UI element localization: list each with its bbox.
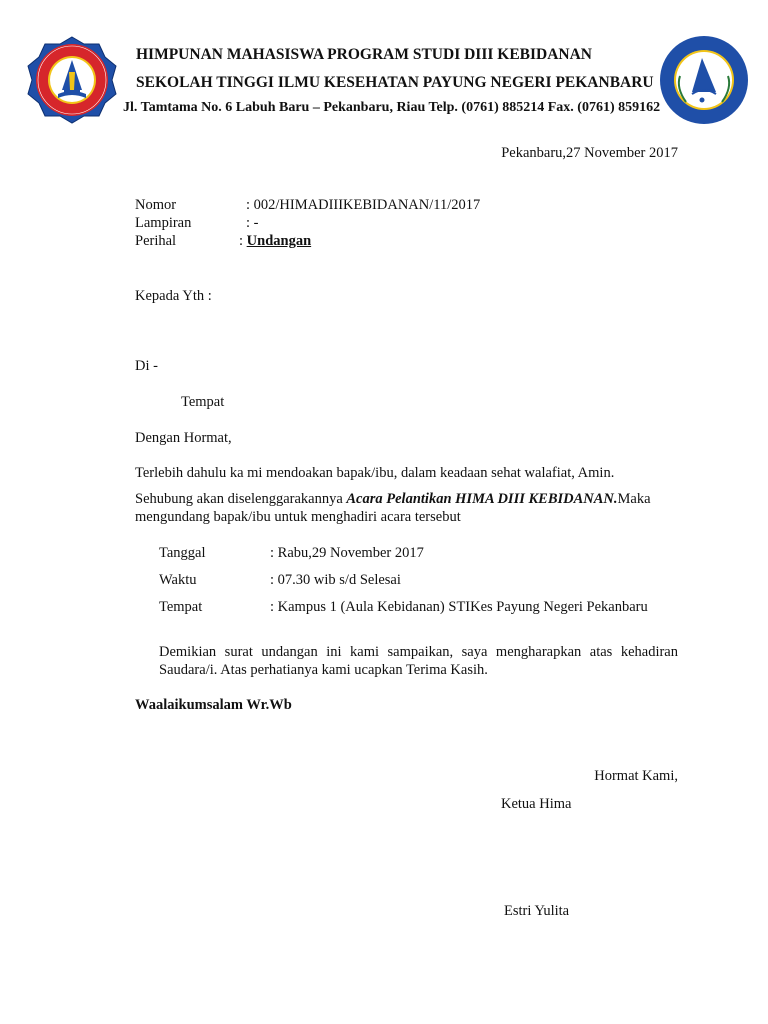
recipient-di: Di - [135, 358, 158, 374]
meta-subject-label: Perihal [135, 233, 177, 249]
detail-date-value: : Rabu,29 November 2017 [270, 545, 424, 561]
place-date: Pekanbaru,27 November 2017 [501, 145, 678, 161]
meta-attachment-value: : - [246, 215, 259, 231]
meta-subject-value: Undangan [246, 233, 312, 249]
detail-place-value: : Kampus 1 (Aula Kebidanan) STIKes Payung Negeri Pekanbaru [270, 599, 648, 615]
detail-place-label: Tempat [159, 599, 203, 615]
detail-date-label: Tanggal [159, 545, 206, 561]
meta-attachment-label: Lampiran [135, 215, 192, 231]
salam: Waalaikumsalam Wr.Wb [135, 697, 292, 713]
paragraph-event-post: Maka [617, 491, 651, 507]
meta-number-value: : 002/HIMADIIIKEBIDANAN/11/2017 [246, 197, 481, 213]
recipient-line: Kepada Yth : [135, 288, 212, 304]
closing-paragraph: Demikian surat undangan ini kami sampaikan, saya mengharapkan atas kehadiran Saudara/i. Atas perhatianya kami ucapkan Terima Kasih. [159, 644, 678, 678]
header-org-name: HIMPUNAN MAHASISWA PROGRAM STUDI DIII KEBIDANAN [136, 46, 592, 63]
paragraph-event-pre: Sehubung akan diselenggarakannya [135, 491, 347, 507]
recipient-tempat: Tempat [181, 394, 225, 410]
paragraph-event-line1 [135, 491, 651, 508]
stikes-logo [22, 36, 122, 124]
signature-name: Estri Yulita [504, 903, 570, 919]
event-name: Acara Pelantikan HIMA DIII KEBIDANAN. [346, 491, 618, 507]
signature-hormat: Hormat Kami, [594, 768, 678, 784]
detail-time-value: : 07.30 wib s/d Selesai [270, 572, 401, 588]
paragraph-opening: Terlebih dahulu ka mi mendoakan bapak/ibu, dalam keadaan sehat walafiat, Amin. [135, 465, 615, 481]
paragraph-event-line2: mengundang bapak/ibu untuk menghadiri acara tersebut [135, 509, 461, 525]
header-address: Jl. Tamtama No. 6 Labuh Baru – Pekanbaru, Riau Telp. (0761) 885214 Fax. (0761) 859162 [123, 100, 661, 115]
signature-position: Ketua Hima [501, 796, 572, 812]
detail-time-label: Waktu [159, 572, 197, 588]
meta-subject-sep: : [239, 233, 247, 249]
meta-number-label: Nomor [135, 197, 177, 213]
hima-logo [658, 34, 750, 126]
greeting: Dengan Hormat, [135, 430, 232, 446]
meta-subject-value-row [239, 233, 311, 250]
header-institution: SEKOLAH TINGGI ILMU KESEHATAN PAYUNG NEGERI PEKANBARU [136, 74, 654, 91]
